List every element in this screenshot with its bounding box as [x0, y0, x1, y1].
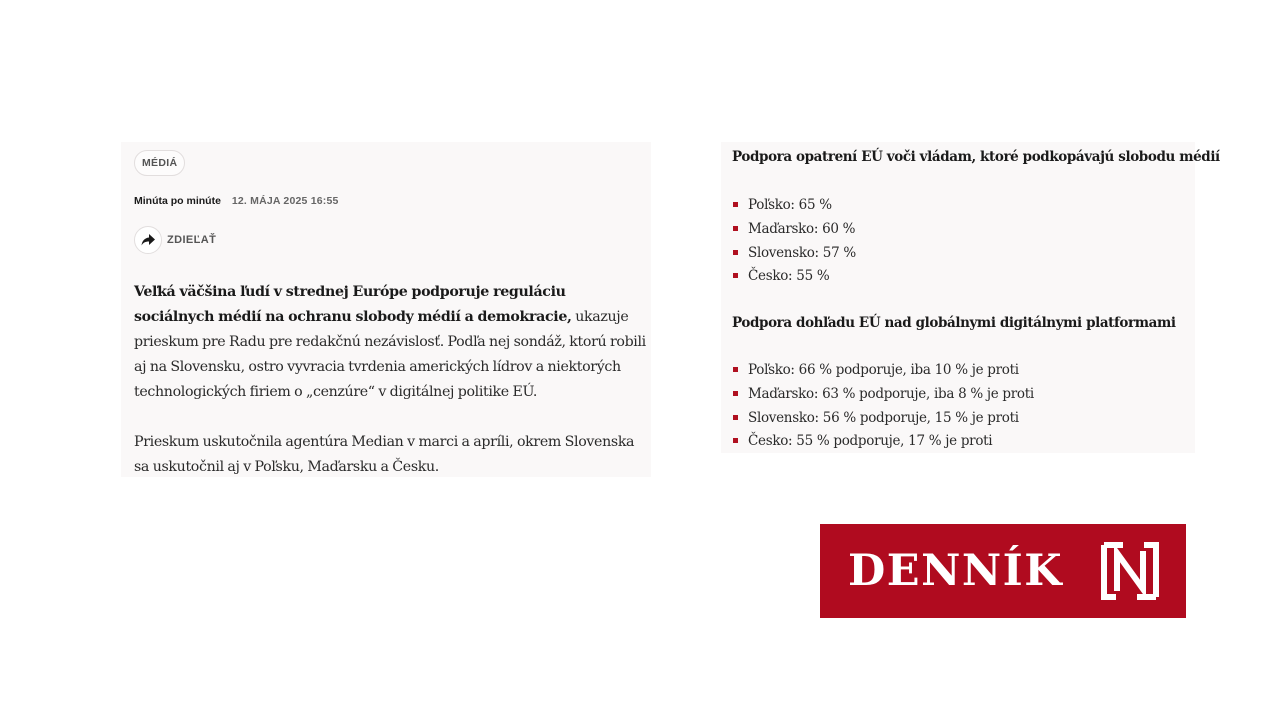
dennik-n-logo[interactable] — [820, 524, 1186, 618]
article-source[interactable]: Minúta po minúte — [134, 195, 221, 207]
list-item — [733, 194, 856, 218]
list-item-text: Maďarsko: 60 % — [748, 220, 856, 237]
article-lead-rest: ukazuje prieskum pre Radu pre redakčnú nezávislosť. Podľa nej sondáž, ktorú robili aj na Slovensku, ostro vyvracia tvrdenia amerických lídrov a niektorých technologických firiem o „cenzúre“ v digitálnej politike EÚ. — [134, 309, 646, 400]
article-meta — [134, 195, 339, 207]
list-item-text: Poľsko: 65 % — [748, 197, 832, 213]
bullet-icon — [733, 226, 738, 231]
list-item — [733, 218, 856, 242]
bullet-icon — [733, 415, 738, 420]
list-item-text: Poľsko: 66 % podporuje, iba 10 % je proti — [748, 362, 1019, 378]
stats-list-platforms — [733, 359, 1034, 454]
list-item — [733, 430, 1034, 454]
bullet-icon — [733, 391, 738, 396]
list-item — [733, 265, 856, 289]
list-item — [733, 383, 1034, 407]
n-logo-icon — [1101, 542, 1159, 600]
list-item-text: Slovensko: 56 % podporuje, 15 % je proti — [748, 409, 1019, 426]
stats-heading-media-freedom: Podpora opatrení EÚ voči vládam, ktoré podkopávajú slobodu médií — [732, 149, 1220, 165]
bullet-icon — [733, 367, 738, 372]
list-item-text: Česko: 55 % podporuje, 17 % je proti — [748, 433, 993, 450]
bullet-icon — [733, 273, 738, 278]
stats-card — [721, 142, 1220, 453]
share-label: ZDIEĽAŤ — [167, 234, 217, 246]
logo-wordmark: DENNÍK — [848, 546, 1064, 596]
stats-list-media-freedom — [733, 194, 856, 289]
list-item-text: Maďarsko: 63 % podporuje, iba 8 % je proti — [748, 385, 1034, 402]
list-item — [733, 407, 1034, 431]
list-item-text: Slovensko: 57 % — [748, 244, 856, 261]
share-button[interactable] — [134, 226, 216, 254]
article-card — [121, 142, 651, 477]
list-item — [733, 242, 856, 266]
category-tag[interactable]: MÉDIÁ — [134, 150, 185, 176]
share-icon — [134, 226, 162, 254]
article-body — [134, 280, 646, 480]
article-paragraph: Prieskum uskutočnila agentúra Median v marci a apríli, okrem Slovenska sa uskutočnil aj v Poľsku, Maďarsku a Česku. — [134, 434, 635, 475]
bullet-icon — [733, 202, 738, 207]
article-lead-bold: Veľká väčšina ľudí v strednej Európe podporuje reguláciu sociálnych médií na ochranu slobody médií a demokracie, — [134, 284, 572, 325]
bullet-icon — [733, 250, 738, 255]
article-date: 12. MÁJA 2025 16:55 — [231, 195, 339, 207]
list-item-text: Česko: 55 % — [748, 268, 830, 285]
stats-heading-platforms: Podpora dohľadu EÚ nad globálnymi digitálnymi platformami — [732, 315, 1176, 331]
bullet-icon — [733, 438, 738, 443]
list-item — [733, 359, 1034, 383]
article-lead — [134, 280, 646, 405]
